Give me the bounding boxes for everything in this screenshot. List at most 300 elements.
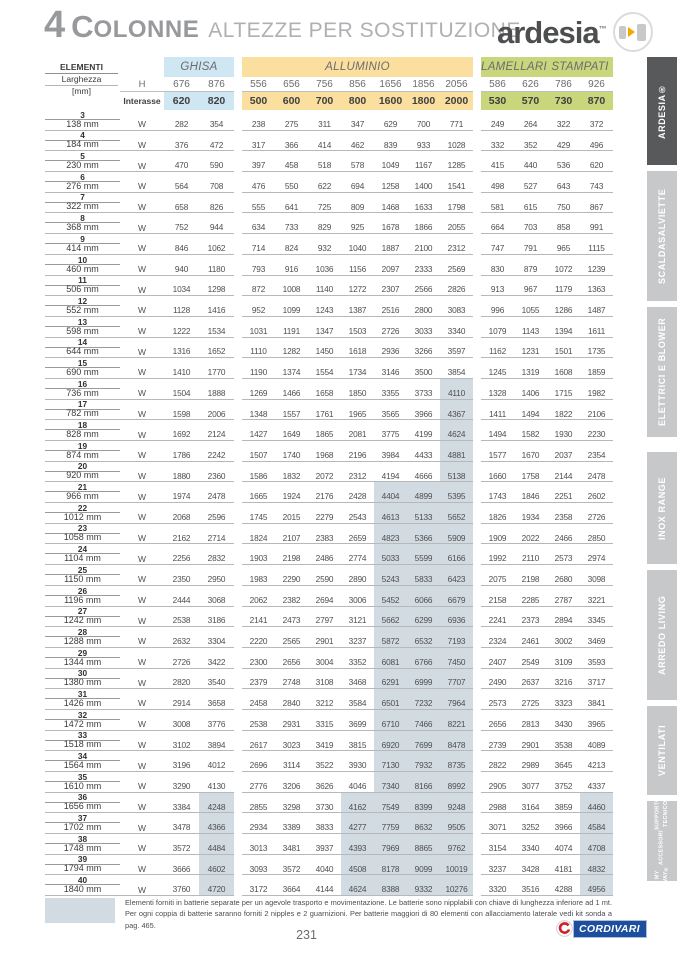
sidebar-tab-inox-range[interactable]: INOX RANGE	[647, 452, 677, 564]
sidebar-tab-ventilati[interactable]: VENTILATI	[647, 706, 677, 795]
element-count: 32	[45, 710, 120, 720]
watt-value: 3320	[481, 875, 514, 896]
watt-value: 3340	[440, 317, 473, 338]
watt-value: 3658	[199, 689, 234, 710]
watt-value: 1110	[242, 338, 275, 359]
watt-value: 4881	[440, 441, 473, 462]
watt-value: 2162	[164, 524, 199, 545]
element-count: 6	[45, 172, 120, 182]
element-width: 1702 mm	[45, 823, 120, 834]
watt-value: 7932	[407, 751, 440, 772]
table-row	[45, 710, 613, 731]
watt-value: 4613	[374, 503, 407, 524]
watt-value: 1692	[164, 420, 199, 441]
footnote	[45, 897, 612, 931]
watt-value: 8632	[407, 813, 440, 834]
sidebar-tab-my-way-accessori-supporto-tecnico[interactable]: MY WAY® ACCESSORI SUPPORTO TECNICO	[647, 801, 677, 881]
watt-unit-label: W	[120, 358, 164, 379]
table-row	[45, 607, 613, 628]
watt-value: 1824	[242, 524, 275, 545]
watt-value: 932	[308, 234, 341, 255]
interasse-value: 1600	[374, 92, 407, 110]
watt-value: 2230	[580, 420, 613, 441]
watt-value: 6081	[374, 648, 407, 669]
watt-value: 1735	[580, 338, 613, 359]
watt-value: 1487	[580, 296, 613, 317]
watt-value: 2826	[440, 276, 473, 297]
watt-value: 1328	[481, 379, 514, 400]
watt-value: 2473	[275, 607, 308, 628]
watt-value: 1031	[242, 317, 275, 338]
element-width: 1104 mm	[45, 554, 120, 565]
watt-value: 1348	[242, 400, 275, 421]
watt-value: 7699	[407, 731, 440, 752]
watt-value: 9099	[407, 855, 440, 876]
watt-value: 1582	[514, 420, 547, 441]
table-row	[45, 172, 613, 193]
watt-value: 2124	[199, 420, 234, 441]
watt-value: 826	[199, 193, 234, 214]
watt-value: 3584	[341, 689, 374, 710]
element-count: 5	[45, 151, 120, 161]
watt-value: 10276	[440, 875, 473, 896]
watt-value: 1316	[164, 338, 199, 359]
watt-value: 743	[580, 172, 613, 193]
watt-value: 1611	[580, 317, 613, 338]
watt-value: 1406	[514, 379, 547, 400]
watt-value: 3841	[580, 689, 613, 710]
element-count: 28	[45, 627, 120, 637]
watt-value: 4248	[199, 793, 234, 814]
watt-value: 4366	[199, 813, 234, 834]
watt-value: 3221	[580, 586, 613, 607]
watt-value: 2776	[242, 772, 275, 793]
watt-value: 2478	[199, 482, 234, 503]
watt-value: 1678	[374, 213, 407, 234]
watt-value: 4040	[308, 855, 341, 876]
watt-value: 9332	[407, 875, 440, 896]
table-row	[45, 813, 613, 834]
watt-value: 2242	[199, 441, 234, 462]
watt-value: 9248	[440, 793, 473, 814]
watt-value: 620	[580, 151, 613, 172]
watt-value: 249	[481, 110, 514, 131]
watt-value: 2950	[199, 565, 234, 586]
watt-value: 5452	[374, 586, 407, 607]
watt-value: 2176	[308, 482, 341, 503]
element-count: 8	[45, 213, 120, 223]
element-width: 644 mm	[45, 348, 120, 359]
watt-value: 629	[374, 110, 407, 131]
watt-value: 8221	[440, 710, 473, 731]
watt-value: 2725	[514, 689, 547, 710]
watt-unit-label: W	[120, 793, 164, 814]
watt-value: 4012	[199, 751, 234, 772]
watt-value: 8865	[407, 834, 440, 855]
watt-value: 3290	[164, 772, 199, 793]
watt-value: 5833	[407, 565, 440, 586]
watt-value: 1143	[514, 317, 547, 338]
watt-value: 2832	[199, 544, 234, 565]
watt-value: 3481	[275, 834, 308, 855]
watt-value: 527	[514, 172, 547, 193]
h-row-label: H	[120, 77, 164, 92]
watt-unit-label: W	[120, 234, 164, 255]
watt-value: 2198	[275, 544, 308, 565]
watt-value: 2461	[514, 627, 547, 648]
watt-unit-label: W	[120, 565, 164, 586]
interasse-value: 800	[341, 92, 374, 110]
watt-value: 4720	[199, 875, 234, 896]
left-header-elementi: ELEMENTI	[45, 62, 118, 74]
watt-value: 4288	[547, 875, 580, 896]
table-row	[45, 276, 613, 297]
interasse-value: 1800	[407, 92, 440, 110]
element-count: 25	[45, 565, 120, 575]
watt-value: 967	[514, 276, 547, 297]
table-row	[45, 110, 613, 131]
element-count: 39	[45, 855, 120, 865]
watt-value: 1982	[580, 379, 613, 400]
watt-value: 4367	[440, 400, 473, 421]
watt-unit-label: W	[120, 627, 164, 648]
watt-value: 2656	[275, 648, 308, 669]
watt-value: 2022	[514, 524, 547, 545]
group-band-lamellari-stampati	[481, 57, 613, 77]
watt-value: 3572	[275, 855, 308, 876]
watt-value: 1665	[242, 482, 275, 503]
group-label-lamellari: LAMELLARI	[481, 61, 547, 73]
interasse-value: 730	[547, 92, 580, 110]
watt-value: 1416	[199, 296, 234, 317]
watt-value: 2300	[242, 648, 275, 669]
h-value: 786	[547, 77, 580, 92]
element-width: 1518 mm	[45, 741, 120, 752]
element-count: 30	[45, 669, 120, 679]
watt-value: 2549	[514, 648, 547, 669]
element-count: 37	[45, 813, 120, 823]
watt-value: 1866	[407, 213, 440, 234]
watt-value: 1598	[164, 400, 199, 421]
watt-value: 1062	[199, 234, 234, 255]
interasse-row-label: Interasse	[123, 96, 161, 106]
element-width: 1748 mm	[45, 844, 120, 855]
watt-value: 839	[374, 131, 407, 152]
watt-value: 6291	[374, 669, 407, 690]
watt-value: 3930	[341, 751, 374, 772]
table-row	[45, 565, 613, 586]
element-width: 1472 mm	[45, 720, 120, 731]
table-row	[45, 379, 613, 400]
watt-value: 2333	[407, 255, 440, 276]
watt-value: 1965	[341, 400, 374, 421]
watt-value: 2565	[275, 627, 308, 648]
table-row	[45, 586, 613, 607]
watt-value: 3013	[242, 834, 275, 855]
watt-value: 771	[440, 110, 473, 131]
watt-value: 354	[199, 110, 234, 131]
element-width: 1344 mm	[45, 658, 120, 669]
watt-value: 7549	[374, 793, 407, 814]
watt-value: 3965	[580, 710, 613, 731]
table-row	[45, 524, 613, 545]
watt-value: 3760	[164, 875, 199, 896]
watt-value: 1394	[547, 317, 580, 338]
watt-value: 2075	[481, 565, 514, 586]
element-width: 1840 mm	[45, 885, 120, 896]
watt-value: 3775	[374, 420, 407, 441]
element-width: 368 mm	[45, 223, 120, 234]
watt-value: 590	[199, 151, 234, 172]
watt-value: 5599	[407, 544, 440, 565]
watt-value: 4508	[341, 855, 374, 876]
watt-value: 2444	[164, 586, 199, 607]
interasse-value: 700	[308, 92, 341, 110]
watt-value: 3071	[481, 813, 514, 834]
watt-value: 1541	[440, 172, 473, 193]
watt-value: 2106	[580, 400, 613, 421]
watt-value: 3196	[164, 751, 199, 772]
interasse-value: 600	[275, 92, 308, 110]
element-width: 1564 mm	[45, 761, 120, 772]
element-count: 7	[45, 193, 120, 203]
watt-value: 7130	[374, 751, 407, 772]
watt-value: 1633	[407, 193, 440, 214]
watt-value: 476	[242, 172, 275, 193]
watt-value: 2220	[242, 627, 275, 648]
table-header	[45, 57, 613, 110]
element-count: 13	[45, 317, 120, 327]
h-value: 876	[199, 77, 234, 92]
watt-value: 1909	[481, 524, 514, 545]
watt-value: 2466	[547, 524, 580, 545]
watt-value: 7193	[440, 627, 473, 648]
table-row	[45, 255, 613, 276]
watt-value: 3266	[407, 338, 440, 359]
watt-value: 1055	[514, 296, 547, 317]
sidebar-tab-scaldasalviette[interactable]: SCALDASALVIETTE	[647, 171, 677, 301]
watt-value: 4602	[199, 855, 234, 876]
watt-value: 2324	[481, 627, 514, 648]
watt-value: 2538	[242, 710, 275, 731]
watt-value: 2637	[514, 669, 547, 690]
watt-value: 2354	[580, 441, 613, 462]
watt-value: 3469	[580, 627, 613, 648]
watt-value: 8478	[440, 731, 473, 752]
watt-value: 311	[308, 110, 341, 131]
h-value: 1656	[374, 77, 407, 92]
watt-value: 965	[547, 234, 580, 255]
watt-value: 1156	[341, 255, 374, 276]
watt-value: 1494	[514, 400, 547, 421]
watt-value: 3102	[164, 731, 199, 752]
sidebar-tab-ardesia[interactable]: ARDESIA®	[647, 57, 677, 165]
watt-value: 1924	[275, 482, 308, 503]
element-count: 10	[45, 255, 120, 265]
table-row	[45, 648, 613, 669]
watt-value: 1968	[308, 441, 341, 462]
watt-unit-label: W	[120, 648, 164, 669]
sidebar-tab-elettrici-e-blower[interactable]: ELETTRICI E BLOWER	[647, 307, 677, 437]
title-number: 4	[44, 4, 65, 46]
watt-value: 1269	[242, 379, 275, 400]
watt-value: 3430	[547, 710, 580, 731]
table-row	[45, 193, 613, 214]
watt-unit-label: W	[120, 131, 164, 152]
watt-value: 2988	[481, 793, 514, 814]
element-count: 11	[45, 276, 120, 286]
watt-value: 2360	[199, 462, 234, 483]
watt-value: 3212	[308, 689, 341, 710]
watt-value: 3419	[308, 731, 341, 752]
ardesia-logo-text: ardesia	[497, 14, 599, 50]
watt-value: 3854	[440, 358, 473, 379]
watt-value: 440	[514, 151, 547, 172]
watt-value: 6999	[407, 669, 440, 690]
watt-value: 2516	[374, 296, 407, 317]
group-label-stampati: STAMPATI	[551, 61, 609, 73]
watt-value: 472	[199, 131, 234, 152]
h-value: 756	[308, 77, 341, 92]
table-row	[45, 669, 613, 690]
watt-value: 3237	[341, 627, 374, 648]
left-header-mm: [mm]	[72, 86, 91, 96]
watt-value: 1786	[164, 441, 199, 462]
watt-value: 824	[275, 234, 308, 255]
watt-value: 1534	[199, 317, 234, 338]
watt-value: 1618	[341, 338, 374, 359]
element-width: 322 mm	[45, 203, 120, 214]
watt-value: 1887	[374, 234, 407, 255]
table-row	[45, 875, 613, 896]
watt-value: 3516	[514, 875, 547, 896]
watt-value: 1934	[514, 503, 547, 524]
cordivari-logo-text: CORDIVARI	[574, 921, 646, 937]
watt-value: 2312	[440, 234, 473, 255]
watt-value: 694	[341, 172, 374, 193]
watt-value: 3340	[514, 834, 547, 855]
watt-value: 3109	[547, 648, 580, 669]
watt-value: 1028	[440, 131, 473, 152]
watt-value: 2072	[308, 462, 341, 483]
watt-value: 4624	[341, 875, 374, 896]
watt-value: 317	[242, 131, 275, 152]
watt-value: 5652	[440, 503, 473, 524]
footnote-text: Elementi forniti in batterie separate per un agevole trasporto e movimentazione. Le batterie sono nipplabili con chiave di lunghezza inferiore ad 1 mt. Per ogni coppia di batterie saranno forniti 2 nipples e 2 guarnizioni. Per batterie maggiori di 80 elementi con allacciamento laterale vedi kit sonda a pag. 465.	[125, 898, 612, 930]
title-word-initial: C	[71, 9, 94, 44]
watt-value: 2934	[242, 813, 275, 834]
watt-unit-label: W	[120, 855, 164, 876]
watt-value: 1761	[308, 400, 341, 421]
element-count: 31	[45, 689, 120, 699]
watt-value: 3597	[440, 338, 473, 359]
watt-value: 3645	[547, 751, 580, 772]
watt-value: 3298	[275, 793, 308, 814]
watt-value: 2696	[242, 751, 275, 772]
watt-value: 2974	[580, 544, 613, 565]
watt-value: 1743	[481, 482, 514, 503]
watt-value: 6920	[374, 731, 407, 752]
watt-value: 2905	[481, 772, 514, 793]
watt-value: 1770	[199, 358, 234, 379]
watt-value: 2573	[547, 544, 580, 565]
watt-value: 1231	[514, 338, 547, 359]
element-width: 1610 mm	[45, 782, 120, 793]
watt-value: 1832	[275, 462, 308, 483]
watt-value: 4584	[580, 813, 613, 834]
watt-value: 991	[580, 213, 613, 234]
table-row	[45, 503, 613, 524]
watt-value: 1049	[374, 151, 407, 172]
watt-value: 846	[164, 234, 199, 255]
watt-value: 714	[242, 234, 275, 255]
watt-value: 4404	[374, 482, 407, 503]
watt-value: 3717	[580, 669, 613, 690]
watt-value: 1740	[275, 441, 308, 462]
watt-value: 1079	[481, 317, 514, 338]
watt-value: 3304	[199, 627, 234, 648]
watt-value: 5366	[407, 524, 440, 545]
watt-value: 1468	[374, 193, 407, 214]
watt-value: 3352	[341, 648, 374, 669]
watt-value: 3252	[514, 813, 547, 834]
watt-unit-label: W	[120, 462, 164, 483]
h-value: 656	[275, 77, 308, 92]
watt-unit-label: W	[120, 193, 164, 214]
watt-value: 462	[341, 131, 374, 152]
watt-value: 3538	[547, 731, 580, 752]
watt-value: 4899	[407, 482, 440, 503]
element-width: 276 mm	[45, 182, 120, 193]
element-count: 23	[45, 524, 120, 534]
watt-unit-label: W	[120, 441, 164, 462]
watt-value: 3389	[275, 813, 308, 834]
watt-value: 3500	[407, 358, 440, 379]
interasse-value: 530	[481, 92, 514, 110]
watt-value: 8992	[440, 772, 473, 793]
watt-value: 2350	[164, 565, 199, 586]
group-band-ghisa: GHISA	[164, 57, 234, 77]
h-value: 926	[580, 77, 613, 92]
watt-value: 1554	[308, 358, 341, 379]
watt-value: 2251	[547, 482, 580, 503]
watt-value: 366	[275, 131, 308, 152]
watt-value: 1319	[514, 358, 547, 379]
watt-value: 1992	[481, 544, 514, 565]
watt-value: 3422	[199, 648, 234, 669]
element-width: 552 mm	[45, 306, 120, 317]
element-count: 12	[45, 296, 120, 306]
watt-value: 1507	[242, 441, 275, 462]
watt-value: 2726	[580, 503, 613, 524]
watt-value: 1501	[547, 338, 580, 359]
watt-value: 1374	[275, 358, 308, 379]
interasse-value: 500	[242, 92, 275, 110]
watt-value: 2490	[481, 669, 514, 690]
watt-value: 1826	[481, 503, 514, 524]
sidebar-tab-arredo-living[interactable]: ARREDO LIVING	[647, 570, 677, 700]
watt-value: 2312	[341, 462, 374, 483]
watt-value: 809	[341, 193, 374, 214]
watt-value: 2890	[341, 565, 374, 586]
watt-value: 1450	[308, 338, 341, 359]
watt-value: 3894	[199, 731, 234, 752]
watt-value: 641	[275, 193, 308, 214]
h-value: 626	[514, 77, 547, 92]
interasse-value: 620	[164, 92, 199, 110]
h-value: 2056	[440, 77, 473, 92]
watt-value: 1347	[308, 317, 341, 338]
